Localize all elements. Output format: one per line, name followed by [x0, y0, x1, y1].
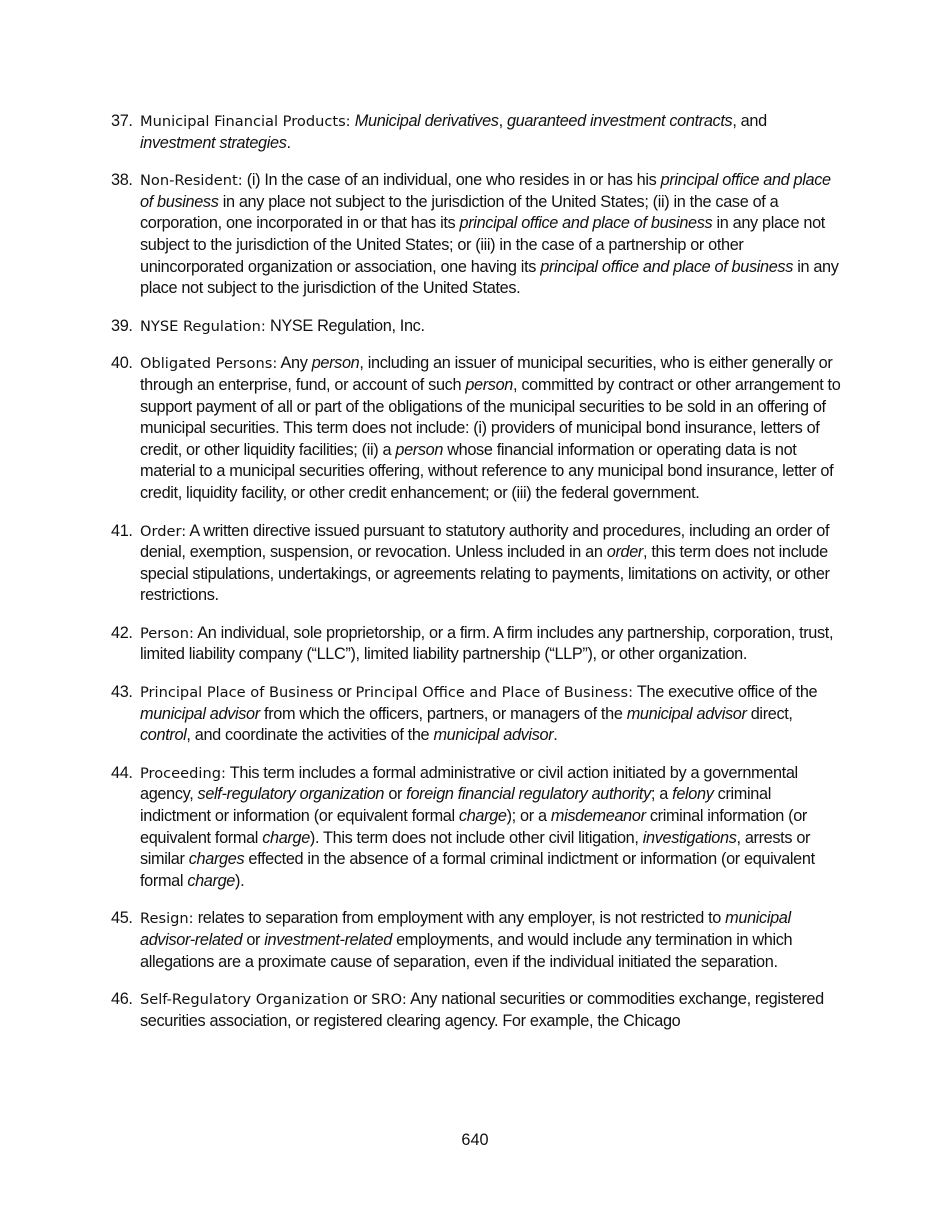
definition-text-run: criminal information (or equivalent formal — [140, 807, 808, 847]
definition-item — [111, 353, 841, 504]
definition-text-run: , — [498, 112, 507, 130]
definition-term: SRO: — [371, 991, 407, 1009]
definition-term: Proceeding: — [140, 764, 226, 782]
defined-term-reference: control — [140, 726, 187, 745]
defined-term-reference: misdemeanor — [550, 807, 646, 826]
definition-text — [140, 521, 841, 607]
defined-term-reference: municipal advisor — [626, 704, 747, 723]
definition-number: 45. — [111, 909, 133, 928]
definition-item — [111, 908, 841, 973]
definition-text-run: , including an issuer of municipal securities, who is either generally or through an enterprise, fund, or account of such — [140, 354, 833, 394]
definition-text — [140, 763, 841, 893]
defined-term-reference: order — [606, 543, 644, 562]
definition-number: 44. — [111, 763, 133, 782]
defined-term-reference: person — [395, 440, 444, 459]
defined-term-reference: self-regulatory organization — [197, 785, 385, 804]
definition-number: 40. — [111, 354, 133, 373]
definition-text-run: in any place not subject to the jurisdiction of the United States; (ii) in the case of a corporation, one incorporated in or that has its — [140, 192, 779, 233]
definition-text-run: relates to separation from employment with any employer, is not restricted to — [193, 909, 726, 928]
definition-number: 42. — [111, 623, 133, 642]
definition-term: Principal Office and Place of Business: — [355, 684, 634, 702]
definition-text-run: Any — [277, 354, 312, 373]
definition-text-run: or — [384, 785, 407, 804]
definition-text — [140, 989, 841, 1032]
definition-item — [111, 763, 841, 893]
definition-text-run: whose financial information or operating data is not material to a municipal securities offering, without reference to any municipal bond insurance, letter of credit, liquidity facility, or other credit enhancement; or (iii) the federal government. — [140, 440, 834, 502]
definition-text-run: , and coordinate the activities of the — [186, 726, 434, 745]
defined-term-reference: person — [465, 375, 514, 394]
definition-term: Resign: — [140, 910, 194, 928]
definition-text-run: ; a — [650, 785, 673, 804]
definition-text — [140, 908, 841, 973]
definition-text-run: or — [333, 683, 356, 702]
definitions-list — [111, 111, 841, 1048]
definition-text-run: from which the officers, partners, or managers of the — [259, 704, 627, 723]
definition-text-run: (i) In the case of an individual, one who resides in or has his — [242, 171, 661, 190]
definition-text-run: , committed by contract or other arrangement to support payment of all or part of the obligations of the municipal securities to be sold in an offering of municipal securities. This term does not include: (i) providers of municipal bond insurance, letters of credit, or other liquidity facilities; (ii) a — [140, 375, 841, 459]
defined-term-reference: investment-related — [264, 931, 392, 949]
definition-text-run: The executive office of the — [633, 683, 818, 702]
definition-text-run: in any place not subject to the jurisdiction of the United States; or (iii) in the case of a partnership or other unincorporated organization or association, one having its — [140, 214, 825, 276]
definition-term: Person: — [140, 624, 194, 642]
definition-text-run: ); or a — [506, 807, 551, 826]
definition-item — [111, 521, 841, 607]
defined-term-reference: person — [311, 354, 360, 373]
definition-text-run: direct, — [746, 704, 793, 723]
definition-text-run: , and — [732, 112, 767, 130]
definition-text-run: employments, and would include any termination in which allegations are a proximate cause of separation, even if the individual initiated the separation. — [140, 931, 793, 971]
definition-text-run: This term includes a formal administrative or civil action initiated by a governmental agency, — [140, 763, 798, 804]
definition-item — [111, 989, 841, 1032]
defined-term-reference: charges — [188, 850, 245, 869]
defined-term-reference: foreign financial regulatory authority — [406, 785, 651, 804]
definition-text-run: . — [286, 133, 291, 152]
definition-text — [140, 316, 841, 338]
definition-term: Principal Place of Business — [140, 684, 334, 702]
definition-text-run: , this term does not include special stipulations, undertakings, or agreements relating to payments, limitations on activity, or other restrictions. — [140, 543, 830, 605]
definition-text-run: in any place not subject to the jurisdiction of the United States. — [140, 257, 839, 298]
definition-term: Order: — [140, 522, 187, 540]
definition-text-run: effected in the absence of a formal criminal indictment or information (or equivalent formal — [140, 850, 815, 890]
definition-number: 38. — [111, 171, 133, 190]
definition-item — [111, 111, 841, 154]
definition-text — [140, 623, 841, 666]
definition-number: 46. — [111, 990, 133, 1009]
definition-term: NYSE Regulation: — [140, 317, 266, 335]
definition-text — [140, 682, 841, 747]
defined-term-reference: principal office and place of business — [540, 257, 794, 276]
definition-text — [140, 111, 841, 154]
definition-number: 43. — [111, 683, 133, 702]
definition-item — [111, 682, 841, 747]
defined-term-reference: felony — [672, 785, 714, 804]
definition-text — [140, 353, 841, 504]
definition-text — [140, 170, 841, 300]
defined-term-reference: principal office and place of business — [459, 214, 713, 233]
definition-number: 39. — [111, 316, 133, 335]
definition-number: 41. — [111, 521, 133, 540]
definition-text-run: ). — [235, 871, 245, 890]
definition-number: 37. — [111, 112, 133, 130]
defined-term-reference: investment strategies — [140, 133, 287, 152]
definition-text-run: Any national securities or commodities exchange, registered securities association, or registered clearing agency. For example, the Chicago — [140, 990, 824, 1030]
definition-term: Municipal Financial Products: — [140, 113, 351, 130]
definition-term: Obligated Persons: — [140, 355, 278, 373]
defined-term-reference: charge — [458, 807, 507, 826]
defined-term-reference: municipal advisor — [140, 704, 260, 723]
definition-text-run: An individual, sole proprietorship, or a firm. A firm includes any partnership, corporation, trust, limited liability company (“LLC”), limited liability partnership (“LLP”), or other organization. — [140, 623, 834, 664]
definition-item — [111, 170, 841, 300]
page-number: 640 — [461, 1131, 489, 1149]
definition-text-run: NYSE Regulation, Inc. — [265, 316, 425, 335]
defined-term-reference: guaranteed investment contracts — [506, 112, 733, 130]
defined-term-reference: charge — [187, 871, 235, 890]
definition-text-run: A written directive issued pursuant to statutory authority and procedures, including an order of denial, exemption, suspension, or revocation. Unless included in an — [140, 521, 830, 562]
defined-term-reference: charge — [262, 828, 310, 847]
definition-term: Self-Regulatory Organization — [140, 991, 350, 1009]
defined-term-reference: municipal advisor-related — [140, 909, 791, 949]
definition-text-run: criminal indictment or information (or equivalent formal — [140, 785, 771, 826]
defined-term-reference: Municipal derivatives — [354, 112, 499, 130]
definition-text-run: , arrests or similar — [140, 828, 811, 869]
definition-text-run: ). This term does not include other civil litigation, — [309, 828, 643, 847]
defined-term-reference: municipal advisor — [433, 726, 554, 745]
definition-text-run: or — [242, 931, 265, 949]
definition-text-run: or — [349, 990, 372, 1009]
definition-item — [111, 316, 841, 338]
definition-item — [111, 623, 841, 666]
definition-term: Non-Resident: — [140, 172, 243, 190]
defined-term-reference: investigations — [642, 828, 737, 847]
defined-term-reference: principal office and place of business — [140, 171, 831, 211]
definition-text-run: . — [553, 726, 558, 745]
